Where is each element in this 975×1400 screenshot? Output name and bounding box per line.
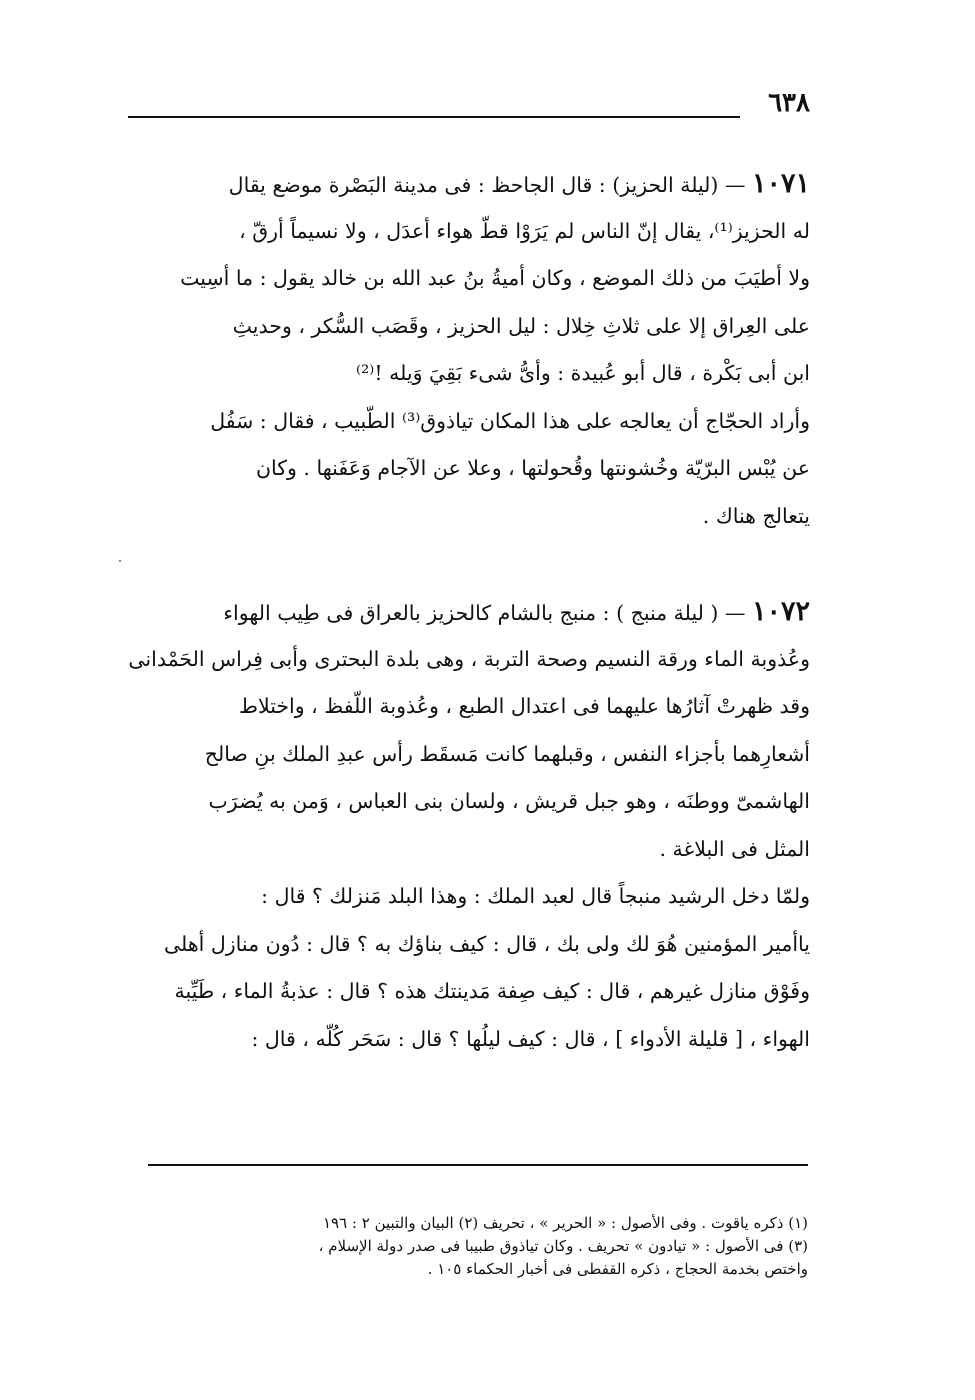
entry-1072-line-4: أشعارِهما بأجزاء النفس ، وقبلهما كانت مَسقَط رأس عبدِ الملك بنِ صالح [204, 741, 810, 766]
entry-1071-line-4: على العِراق إلا على ثلاثِ خِلال : ليل الحزيز ، وقَصَب السُّكر ، وحديثِ [232, 313, 810, 338]
footnote-3-cont: واختص بخدمة الحجاج ، ذكره القفطى فى أخبار الحكماء ١٠٥ . [427, 1260, 808, 1278]
entry-1072-para2-line-2: ياأمير المؤمنين هُوَ لك ولى بك ، قال : كيف بناؤك به ؟ قال : دُون منازل أهلى [163, 931, 810, 956]
main-text [128, 160, 810, 1063]
entry-dash: — [724, 601, 746, 625]
entry-1072-line-6: المثل فى البلاغة . [659, 836, 810, 861]
entry-1072-line-5: الهاشمىّ ووطنَه ، وهو جبل قريش ، ولسان بنى العباس ، وَمن به يُضرَب [208, 789, 810, 813]
entry-1072-line-2: وعُذوبة الماء ورقة النسيم وصحة التربة ، وهى بلدة البحترى وأبى فِراس الحَمْدانى [128, 646, 810, 671]
entry-1072-para2-line-4: الهواء ، [ قليلة الأدواء ] ، قال : كيف ليلُها ؟ قال : سَحَر كُلّه ، قال : [251, 1026, 810, 1051]
entry-number: ١٠٧١ [751, 168, 810, 199]
entry-1072-line-1 [128, 588, 810, 636]
footnote-rule [148, 1164, 808, 1166]
entry-1071-line-5: ابن أبى بَكْرة ، قال أبو عُبيدة : وأىُّ شىء بَقِيَ وَيله !⁽²⁾ [356, 361, 810, 385]
entry-1072-para2-line-3: وفَوْق منازل غيرهم ، قال : كيف صِفة مَدينتك هذه ؟ قال : عذبةُ الماء ، طَيِّبة [174, 979, 810, 1003]
entry-1071-para2-line-3: يتعالج هناك . [702, 503, 810, 528]
entry-1071-line-3: ولا أطيَبَ من ذلك الموضع ، وكان أميةُ بنُ عبد الله بن خالد يقول : ما أسِيت [180, 266, 810, 290]
entry-text: (ليلة الحزيز) : قال الجاحظ : فى مدينة البَصْرة موضع يقال [228, 173, 719, 197]
entry-1072-line-3: وقد ظهرتْ آثارُها عليهما فى اعتدال الطبع ، وعُذوبة اللّفظ ، واختلاط [239, 694, 810, 718]
entry-1071-para2-line-2: عن يُبْس البرّيّة وخُشونتها وقُحولتها ، وعلا عن الآجام وَعَفَنها . وكان [255, 456, 810, 480]
header-rule [128, 116, 740, 118]
page-number: ٦٣٨ [768, 88, 810, 118]
footnotes [148, 1212, 808, 1281]
entry-1071-line-1 [128, 160, 810, 208]
entry-1071-para2-line-1: وأراد الحجّاج أن يعالجه على هذا المكان تياذوق⁽³⁾ الطّبيب ، فقال : سَفُل [210, 408, 810, 433]
entry-1072-para2-line-1: ولمّا دخل الرشيد منبجاً قال لعبد الملك : وهذا البلد مَنزلك ؟ قال : [261, 884, 810, 908]
entry-1071-line-2: له الحزيز⁽¹⁾، يقال إنّ الناس لم يَرَوْا قطّ هواء أعدَل ، ولا نسيماً أرقّ ، [239, 218, 810, 243]
footnote-3: (٣) فى الأصول : « تيادون » تحريف . وكان تياذوق طبيبا فى صدر دولة الإسلام ، [318, 1237, 808, 1255]
entry-text: ( ليلة منبج ) : منبج بالشام كالحزيز بالعراق فى طِيب الهواء [223, 601, 719, 625]
entry-number: ١٠٧٢ [751, 596, 810, 627]
ink-speck [119, 560, 121, 562]
entry-gap [128, 540, 810, 588]
entry-dash: — [724, 173, 746, 197]
page-header [128, 88, 810, 128]
footnote-1-2: (١) ذكره ياقوت . وفى الأصول : « الحرير » ، تحريف (٢) البيان والتبين ٢ : ١٩٦ [322, 1214, 808, 1232]
